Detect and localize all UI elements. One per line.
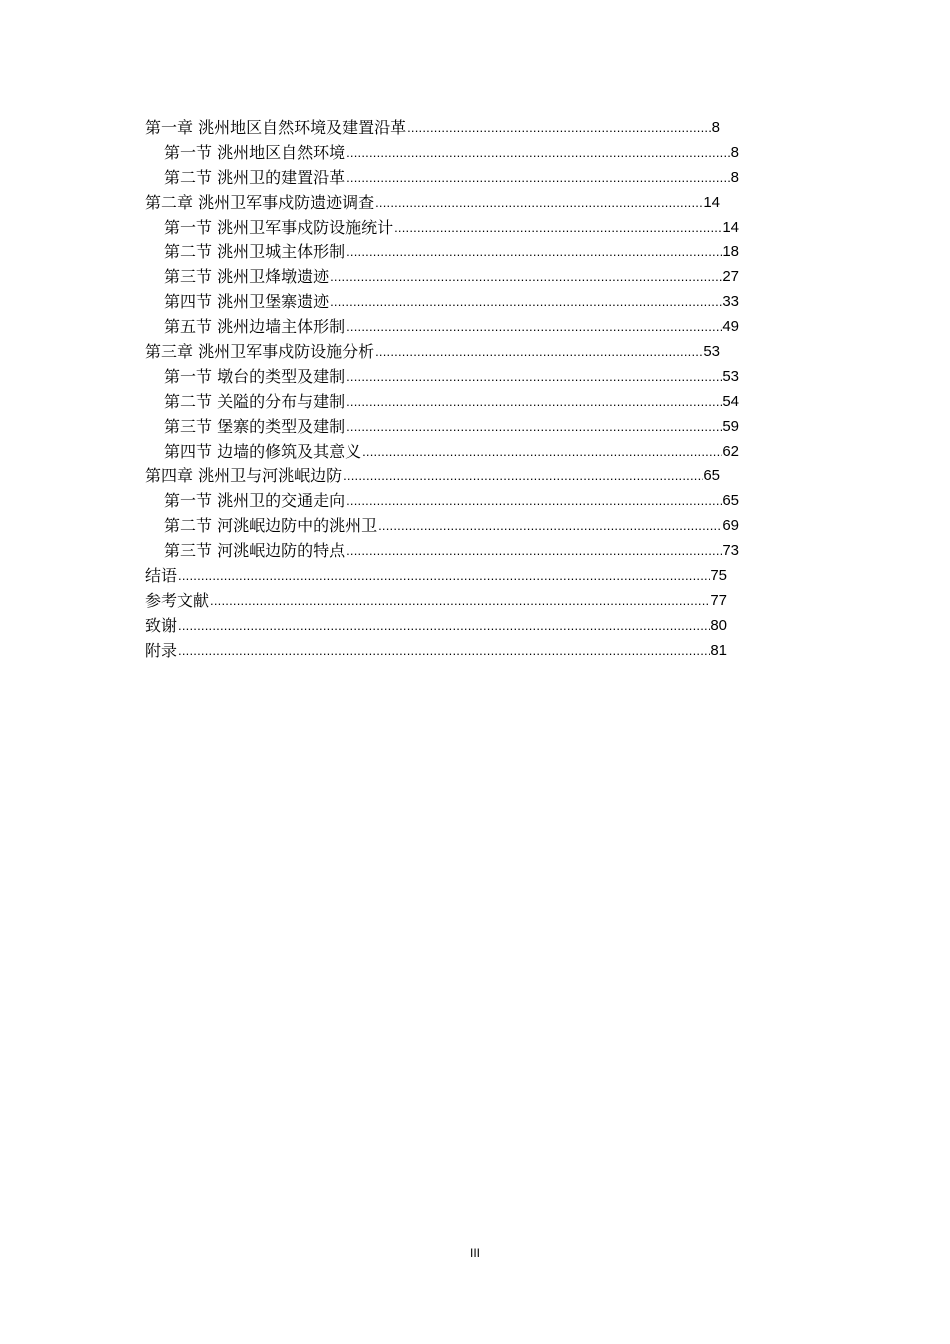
dot-leader xyxy=(345,489,722,514)
toc-entry-section[interactable] xyxy=(145,141,739,166)
dot-leader xyxy=(329,265,722,290)
toc-entry-section[interactable] xyxy=(145,166,739,191)
toc-entry-title: 第一节 墩台的类型及建制 xyxy=(164,366,346,386)
dot-leader xyxy=(377,514,722,539)
dot-leader xyxy=(393,216,722,241)
toc-entry-appendix[interactable] xyxy=(145,639,727,664)
toc-entry-title: 第三节 堡寨的类型及建制 xyxy=(164,416,346,436)
toc-entry-chapter-1[interactable] xyxy=(145,116,720,141)
toc-entry-title: 第一章 洮州地区自然环境及建置沿革 xyxy=(145,117,407,137)
toc-entry-section[interactable] xyxy=(145,415,739,440)
dot-leader xyxy=(345,141,731,166)
dot-leader xyxy=(361,440,722,465)
page-number: III xyxy=(469,1246,480,1260)
dot-leader xyxy=(345,539,722,564)
toc-entry-page: 65 xyxy=(722,492,739,510)
dot-leader xyxy=(406,116,712,141)
toc-entry-page: 53 xyxy=(722,367,739,385)
toc-entry-page: 14 xyxy=(703,193,720,211)
toc-entry-title: 参考文献 xyxy=(145,590,210,610)
toc-entry-references[interactable] xyxy=(145,589,727,614)
toc-entry-section[interactable] xyxy=(145,489,739,514)
toc-entry-section[interactable] xyxy=(145,216,739,241)
dot-leader xyxy=(345,390,722,415)
toc-entry-title: 第四节 洮州卫堡寨遗迹 xyxy=(164,292,330,312)
toc-entry-section[interactable] xyxy=(145,390,739,415)
dot-leader xyxy=(345,415,722,440)
toc-entry-section[interactable] xyxy=(145,315,739,340)
toc-entry-page: 8 xyxy=(730,143,739,161)
dot-leader xyxy=(177,639,710,664)
toc-entry-chapter-2[interactable] xyxy=(145,191,720,216)
toc-entry-page: 33 xyxy=(722,293,739,311)
toc-entry-page: 65 xyxy=(703,467,720,485)
toc-entry-title: 第五节 洮州边墙主体形制 xyxy=(164,317,346,337)
toc-entry-title: 第四章 洮州卫与河洮岷边防 xyxy=(145,466,343,486)
toc-entry-title: 第一节 洮州卫军事戍防设施统计 xyxy=(164,217,394,237)
toc-entry-section[interactable] xyxy=(145,514,739,539)
toc-entry-page: 59 xyxy=(722,417,739,435)
toc-entry-section[interactable] xyxy=(145,265,739,290)
dot-leader xyxy=(345,365,722,390)
toc-entry-title: 第二节 洮州卫的建置沿革 xyxy=(164,167,346,187)
toc-entry-title: 第一节 洮州卫的交通走向 xyxy=(164,491,346,511)
toc-entry-title: 附录 xyxy=(145,640,178,660)
toc-entry-page: 81 xyxy=(710,641,727,659)
toc-entry-page: 27 xyxy=(722,268,739,286)
toc-entry-title: 致谢 xyxy=(145,615,178,635)
toc-entry-page: 53 xyxy=(703,343,720,360)
dot-leader xyxy=(345,166,731,191)
toc-entry-page: 73 xyxy=(722,542,739,560)
dot-leader xyxy=(374,191,703,216)
toc-entry-title: 第二节 关隘的分布与建制 xyxy=(164,391,346,411)
toc-entry-title: 第四节 边墙的修筑及其意义 xyxy=(164,441,362,461)
toc-entry-title: 第三章 洮州卫军事戍防设施分析 xyxy=(145,342,375,361)
dot-leader xyxy=(374,340,703,365)
toc-entry-section[interactable] xyxy=(145,290,739,315)
dot-leader xyxy=(177,564,710,589)
toc-entry-page: 14 xyxy=(722,218,739,236)
toc-entry-section[interactable] xyxy=(145,365,739,390)
table-of-contents xyxy=(145,116,739,664)
toc-entry-title: 第三节 河洮岷边防的特点 xyxy=(164,541,346,561)
dot-leader xyxy=(345,240,722,265)
toc-entry-acknowledgements[interactable] xyxy=(145,614,727,639)
toc-entry-page: 8 xyxy=(711,118,720,136)
toc-entry-page: 77 xyxy=(710,591,727,609)
toc-entry-page: 49 xyxy=(722,318,739,336)
toc-entry-title: 第一节 洮州地区自然环境 xyxy=(164,142,346,162)
toc-entry-section[interactable] xyxy=(145,539,739,564)
toc-entry-title: 第三节 洮州卫烽墩遗迹 xyxy=(164,267,330,287)
toc-entry-page: 75 xyxy=(710,567,727,585)
toc-entry-page: 69 xyxy=(722,517,739,535)
toc-entry-title: 第二节 洮州卫城主体形制 xyxy=(164,242,346,262)
dot-leader xyxy=(329,290,722,315)
dot-leader xyxy=(177,614,710,639)
toc-entry-title: 结语 xyxy=(145,566,178,586)
toc-entry-page: 80 xyxy=(710,616,727,634)
toc-entry-section[interactable] xyxy=(145,240,739,265)
toc-entry-page: 18 xyxy=(722,243,739,261)
toc-entry-page: 8 xyxy=(730,168,739,186)
toc-entry-page: 62 xyxy=(722,442,739,460)
dot-leader xyxy=(342,464,703,489)
toc-entry-conclusion[interactable] xyxy=(145,564,727,589)
dot-leader xyxy=(209,589,710,614)
toc-entry-chapter-3[interactable] xyxy=(145,340,720,365)
toc-entry-title: 第二章 洮州卫军事戍防遗迹调查 xyxy=(145,192,375,212)
toc-entry-section[interactable] xyxy=(145,440,739,465)
toc-entry-chapter-4[interactable] xyxy=(145,464,720,489)
dot-leader xyxy=(345,315,722,340)
toc-entry-page: 54 xyxy=(722,392,739,410)
toc-entry-title: 第二节 河洮岷边防中的洮州卫 xyxy=(164,516,378,536)
